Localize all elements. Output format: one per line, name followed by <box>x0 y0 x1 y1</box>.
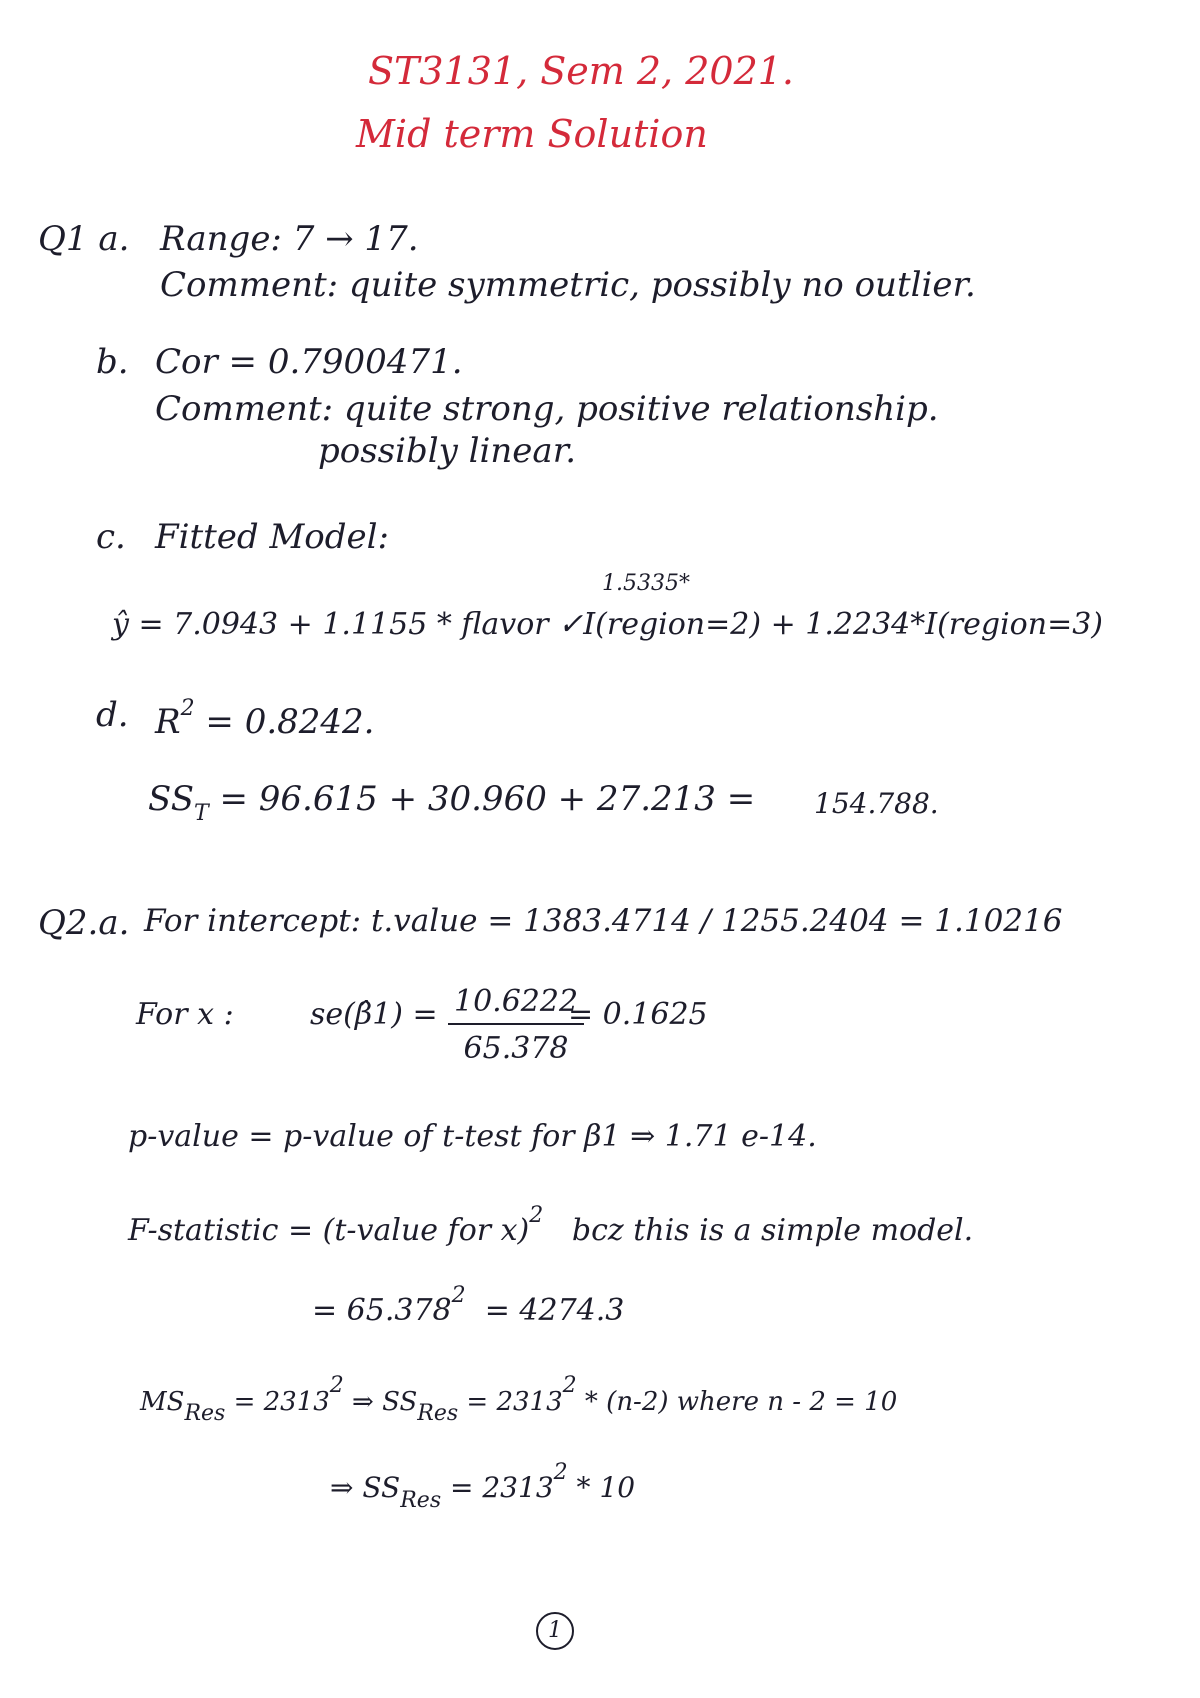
q1d-sst-expression <box>148 779 756 826</box>
q1c-equation: ŷ = 7.0943 + 1.1155 * flavor ✓I(region=2) + 1.2234*I(region=3) <box>112 607 1103 642</box>
q1b-comment-2: possibly linear. <box>318 431 577 471</box>
msres-symbol: MS <box>140 1387 185 1417</box>
page-subtitle: Mid term Solution <box>356 112 708 156</box>
ssres-subscript-b: Res <box>400 1488 442 1513</box>
sst-subscript: T <box>194 801 209 826</box>
q1d-r-squared <box>155 696 375 742</box>
ssres-value-a: = 2313 <box>458 1387 563 1417</box>
q2a-se-label: se(β̂1) = <box>310 997 438 1032</box>
fstat-calc-result: = 4274.3 <box>484 1293 625 1328</box>
q1a-label: Q1 a. <box>38 219 130 259</box>
msres-arrow: ⇒ SS <box>343 1387 418 1417</box>
q1a-comment: Comment: quite symmetric, possibly no outlier. <box>160 265 976 305</box>
q1b-label: b. <box>96 342 129 382</box>
q2a-msres-line <box>140 1375 897 1425</box>
q1b-comment-1: Comment: quite strong, positive relationship. <box>155 389 939 429</box>
ssres-exponent-b: 2 <box>553 1460 568 1485</box>
q1c-insert-note: 1.5335* <box>602 571 690 596</box>
q1b-cor: Cor = 0.7900471. <box>155 342 463 382</box>
se-numerator: 10.6222 <box>454 984 579 1019</box>
msres-value: = 2313 <box>225 1387 330 1417</box>
q2a-intercept-tvalue: For intercept: t.value = 1383.4714 / 1255.2404 = 1.10216 <box>144 903 1063 939</box>
msres-subscript: Res <box>184 1401 226 1426</box>
page-title: ST3131, Sem 2, 2021. <box>368 49 794 93</box>
sst-symbol: SS <box>148 779 194 819</box>
fstat-exponent: 2 <box>529 1203 544 1228</box>
ssres-lead: ⇒ SS <box>330 1471 401 1504</box>
fstat-calc-lead: = 65.378 <box>312 1293 452 1328</box>
q1c-heading: Fitted Model: <box>155 517 389 557</box>
q2a-pvalue: p-value = p-value of t-test for β1 ⇒ 1.71 e-14. <box>128 1119 817 1154</box>
q2a-se-result: = 0.1625 <box>568 997 708 1032</box>
q1d-label: d. <box>96 695 129 735</box>
r-squared-exponent: 2 <box>180 696 195 721</box>
q2a-fstat-calc <box>312 1285 624 1326</box>
q2a-fstatistic <box>128 1205 973 1246</box>
q1a-range: Range: 7 → 17. <box>160 219 419 259</box>
ssres-exponent-a: 2 <box>562 1373 577 1398</box>
r-squared-value: = 0.8242. <box>194 702 375 742</box>
fstat-lead: F-statistic = (t-value for x) <box>128 1213 530 1248</box>
ssres-formula: * (n-2) where n - 2 = 10 <box>576 1387 898 1417</box>
page-number: 1 <box>536 1612 574 1650</box>
fstat-reason: bcz this is a simple model. <box>571 1213 974 1248</box>
q2a-label: Q2.a. <box>38 903 130 943</box>
q2a-for-x: For x : <box>136 997 234 1032</box>
ssres-value-b: = 2313 <box>441 1471 554 1504</box>
ssres-times-ten: * 10 <box>567 1471 636 1504</box>
r-squared-symbol: R <box>155 702 181 742</box>
q1c-label: c. <box>96 517 126 557</box>
ssres-subscript-a: Res <box>417 1401 459 1426</box>
sst-sum: = 96.615 + 30.960 + 27.213 = <box>208 779 756 819</box>
se-denominator: 65.378 <box>463 1031 569 1066</box>
q1d-sst-result: 154.788. <box>814 787 939 820</box>
q2a-ssres-line <box>330 1462 635 1512</box>
msres-exponent: 2 <box>329 1373 344 1398</box>
se-fraction <box>448 984 584 1066</box>
fstat-calc-exponent: 2 <box>451 1283 466 1308</box>
